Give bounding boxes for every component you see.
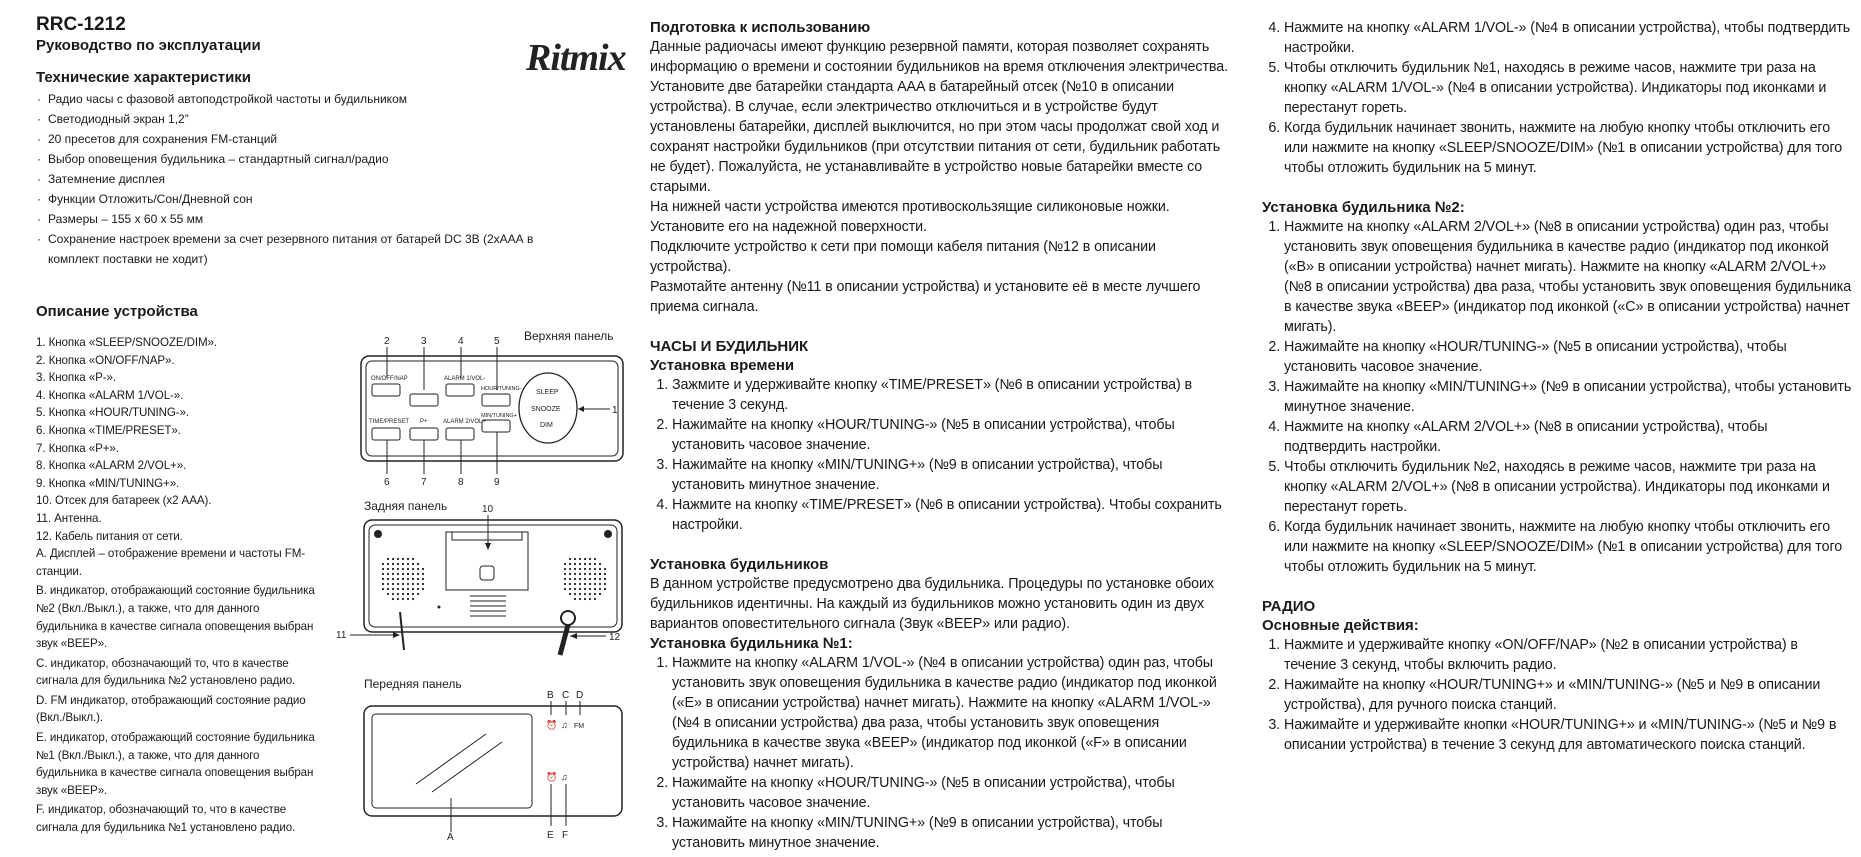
btn-alarm1 xyxy=(446,384,474,396)
grille-dot xyxy=(417,578,419,580)
grille-dot xyxy=(387,588,389,590)
grille-dot xyxy=(594,583,596,585)
grille-dot xyxy=(412,558,414,560)
grille-dot xyxy=(599,583,601,585)
grille-dot xyxy=(579,598,581,600)
grille-dot xyxy=(599,573,601,575)
grille-dot xyxy=(382,583,384,585)
btn-label-alarm1: ALARM 1/VOL- xyxy=(444,376,486,382)
grille-dot xyxy=(402,593,404,595)
grille-dot xyxy=(397,598,399,600)
grille-dot xyxy=(604,568,606,570)
grille-dot xyxy=(412,563,414,565)
label-e: E xyxy=(547,830,554,840)
grille-dot xyxy=(397,583,399,585)
device-item: C. индикатор, обозначающий то, что в качестве сигнала для будильника №2 установлено радио. xyxy=(36,656,296,688)
grille-dot xyxy=(422,573,424,575)
grille-dot xyxy=(569,563,571,565)
grille-dot xyxy=(594,573,596,575)
grille-dot xyxy=(584,573,586,575)
grille-dot xyxy=(569,558,571,560)
grille-dot xyxy=(569,583,571,585)
battery-compartment xyxy=(446,532,528,590)
grille-dot xyxy=(564,563,566,565)
grille-dot xyxy=(599,563,601,565)
grille-dot xyxy=(402,563,404,565)
grille-dot xyxy=(584,563,586,565)
spec-item: · 20 пресетов для сохранения FM-станций xyxy=(36,129,576,149)
btn-p-plus xyxy=(410,428,438,440)
alarm1-step: 2. Нажимайте на кнопку «HOUR/TUNING-» (№5 в описании устройства), чтобы установить часовое значение. xyxy=(672,773,1235,813)
grille-dot xyxy=(604,588,606,590)
device-item: 8. Кнопка «ALARM 2/VOL+». xyxy=(36,459,187,473)
grille-dot xyxy=(422,588,424,590)
alarm1-step: 1. Нажмите на кнопку «ALARM 1/VOL-» (№4 в описании устройства) один раз, чтобы установить звук оповещения будильника в качестве радио (индикатор под иконкой («E» в описании устройства) начнет мигать). Нажмите на кнопку «ALARM 1/VOL-» (№4 в описании устройства) два раза, чтобы установить звук оповещения будильника в качестве звука «BEEP» (индикатор под иконкой («F» в описании устройства) начнет мигать). xyxy=(672,653,1235,773)
alarm1-step: 3. Нажимайте на кнопку «MIN/TUNING+» (№9 в описании устройства), чтобы установить минутное значение. xyxy=(672,813,1235,853)
grille-dot xyxy=(392,593,394,595)
grille-dot xyxy=(594,598,596,600)
grille-dot xyxy=(387,573,389,575)
grille-dot xyxy=(402,573,404,575)
device-item: D. FM индикатор, отображающий состояние радио (Вкл./Выкл.). xyxy=(36,693,306,725)
grille-dot xyxy=(589,563,591,565)
back-panel-label: Задняя панель xyxy=(364,499,448,513)
top-panel-label: Верхняя панель xyxy=(524,329,614,343)
column-left xyxy=(36,14,626,844)
prep-paragraph: Размотайте антенну (№11 в описании устройства) и установите её в месте лучшего приема сигнала. xyxy=(650,279,1201,315)
grille-dot xyxy=(574,583,576,585)
num-4: 4 xyxy=(458,336,464,347)
alarm2-step: 6. Когда будильник начинает звонить, нажмите на любую кнопку чтобы отключить его или нажмите на кнопку «SLEEP/SNOOZE/DIM» (№1 в описании устройства) для того чтобы отложить будильник на 5 минут. xyxy=(1284,517,1852,577)
device-item: 6. Кнопка «TIME/PRESET». xyxy=(36,423,181,437)
grille-dot xyxy=(584,578,586,580)
grille-dot xyxy=(569,578,571,580)
grille-dot xyxy=(402,598,404,600)
grille-dot xyxy=(387,568,389,570)
grille-dot xyxy=(564,583,566,585)
grille-dot xyxy=(412,573,414,575)
grille-dot xyxy=(594,588,596,590)
grille-dot xyxy=(417,563,419,565)
alarm1-steps xyxy=(650,653,1235,853)
grille-dot xyxy=(422,568,424,570)
grille-dot xyxy=(387,578,389,580)
back-panel-outline xyxy=(364,520,622,632)
grille-dot xyxy=(407,578,409,580)
radio2-icon: ♫ xyxy=(561,720,568,730)
grille-dot xyxy=(407,568,409,570)
grille-dot xyxy=(402,583,404,585)
grille-dot xyxy=(392,583,394,585)
grille-dot xyxy=(589,573,591,575)
grille-dot xyxy=(382,588,384,590)
device-item: B. индикатор, отображающий состояние будильника №2 (Вкл./Выкл.), а также, что для данного будильника в качестве сигнала оповещения выбран звук «BEEP». xyxy=(36,584,315,651)
alarm2-steps xyxy=(1262,217,1852,577)
grille-dot xyxy=(407,598,409,600)
alarm2-step: 3. Нажимайте на кнопку «MIN/TUNING+» (№9 в описании устройства), чтобы установить минутное значение. xyxy=(1284,377,1852,417)
grille-dot xyxy=(417,593,419,595)
spec-item: · Выбор оповещения будильника – стандартный сигнал/радио xyxy=(36,149,576,169)
device-item: 7. Кнопка «P+». xyxy=(36,441,119,455)
btn-min-tuning xyxy=(482,420,510,432)
device-title: Описание устройства xyxy=(36,303,198,320)
grille-dot xyxy=(397,588,399,590)
grille-dot xyxy=(599,593,601,595)
device-item: 10. Отсек для батареек (х2 ААА). xyxy=(36,494,212,508)
grille-dot xyxy=(604,573,606,575)
grille-dot xyxy=(402,568,404,570)
num-12: 12 xyxy=(609,632,621,643)
alarm1-step: 6. Когда будильник начинает звонить, нажмите на любую кнопку чтобы отключить его или нажмите на кнопку «SLEEP/SNOOZE/DIM» (№1 в описании устройства) для того чтобы отложить будильник на 5 минут. xyxy=(1284,118,1852,178)
radio-title: РАДИО xyxy=(1262,598,1316,615)
time-steps xyxy=(650,375,1235,535)
grille-dot xyxy=(579,583,581,585)
spec-item: · Функции Отложить/Сон/Дневной сон xyxy=(36,189,576,209)
spec-item: · Затемнение дисплея xyxy=(36,169,576,189)
alarm2-title: Установка будильника №2: xyxy=(1262,199,1465,216)
grille-dot xyxy=(574,593,576,595)
grille-dot xyxy=(417,583,419,585)
grille-dot xyxy=(392,558,394,560)
btn-p-minus xyxy=(410,394,438,406)
device-item: 5. Кнопка «HOUR/TUNING-». xyxy=(36,406,190,420)
grille-dot xyxy=(584,568,586,570)
time-setting-title: Установка времени xyxy=(650,357,795,374)
speaker-left xyxy=(382,558,424,600)
grille-dot xyxy=(579,568,581,570)
grille-dot xyxy=(402,588,404,590)
spec-item: · Размеры – 155 x 60 x 55 мм xyxy=(36,209,576,229)
grille-dot xyxy=(599,578,601,580)
num-6: 6 xyxy=(384,477,390,488)
specs-title: Технические характеристики xyxy=(36,69,252,86)
num-1: 1 xyxy=(612,405,618,416)
spec-item: · Сохранение настроек времени за счет резервного питания от батарей DC 3В (2хААА в комплект поставки не ходит) xyxy=(36,229,576,269)
alarm2-step: 1. Нажмите на кнопку «ALARM 2/VOL+» (№8 в описании устройства) один раз, чтобы установить звук оповещения будильника в качестве радио (индикатор под иконкой («B» в описании устройства) начнет мигать). Нажмите на кнопку «ALARM 2/VOL+» (№8 в описании устройства) два раза, чтобы установить звук оповещения будильника в качестве звука «BEEP» (индикатор под иконкой («C» в описании устройства) начнет мигать). xyxy=(1284,217,1852,337)
grille-dot xyxy=(584,558,586,560)
num-9: 9 xyxy=(494,477,500,488)
alarm2-icon: ⏰ xyxy=(546,720,558,730)
grille-dot xyxy=(397,573,399,575)
grille-dot xyxy=(579,573,581,575)
device-item: 11. Антенна. xyxy=(36,511,102,525)
device-item: 1. Кнопка «SLEEP/SNOOZE/DIM». xyxy=(36,336,218,349)
alarm1-title: Установка будильника №1: xyxy=(650,635,853,652)
radio1-icon: ♫ xyxy=(561,772,568,782)
grille-dot xyxy=(407,573,409,575)
grille-dot xyxy=(417,573,419,575)
grille-dot xyxy=(382,568,384,570)
grille-dot xyxy=(594,578,596,580)
column-right xyxy=(1262,14,1852,755)
btn-hour-tuning xyxy=(482,394,510,406)
grille-dot xyxy=(397,578,399,580)
radio-step: 2. Нажимайте на кнопку «HOUR/TUNING+» и «MIN/TUNING-» (№5 и №9 в описании устройства), для ручного поиска станций. xyxy=(1284,675,1852,715)
grille-dot xyxy=(569,568,571,570)
alarm1-icon: ⏰ xyxy=(546,772,558,782)
spec-item: · Радио часы с фазовой автоподстройкой частоты и будильником xyxy=(36,89,576,109)
manual-subtitle: Руководство по эксплуатации xyxy=(36,37,261,54)
grille-dot xyxy=(407,563,409,565)
btn-alarm2 xyxy=(446,428,474,440)
prep-title: Подготовка к использованию xyxy=(650,19,871,36)
grille-dot xyxy=(589,593,591,595)
radio-basic-title: Основные действия: xyxy=(1262,617,1419,634)
grille-dot xyxy=(589,578,591,580)
grille-dot xyxy=(564,573,566,575)
device-item: F. индикатор, обозначающий то, что в качестве сигнала для будильника №1 установлено радио. xyxy=(36,803,296,835)
grille-dot xyxy=(407,583,409,585)
grille-dot xyxy=(412,588,414,590)
grille-dot xyxy=(397,563,399,565)
alarm1-step: 4. Нажмите на кнопку «ALARM 1/VOL-» (№4 в описании устройства), чтобы подтвердить настройки. xyxy=(1284,18,1852,58)
device-item: E. индикатор, отображающий состояние будильника №1 (Вкл./Выкл.), а также, что для данного будильника в качестве сигнала оповещения выбран звук «BEEP». xyxy=(36,731,315,797)
grille-dot xyxy=(584,588,586,590)
btn-label-p-plus: P+ xyxy=(420,419,428,425)
radio-step: 3. Нажимайте и удерживайте кнопки «HOUR/TUNING+» и «MIN/TUNING-» (№5 и №9 в описании устройства) в течение 3 секунд для автоматического поиска станций. xyxy=(1284,715,1852,755)
grille-dot xyxy=(589,558,591,560)
grille-dot xyxy=(594,558,596,560)
grille-dot xyxy=(564,588,566,590)
grille-dot xyxy=(397,558,399,560)
device-item: 3. Кнопка «P-». xyxy=(36,371,116,385)
btn-label-hour-tuning: HOUR/TUNING- xyxy=(481,386,522,392)
grille-dot xyxy=(412,568,414,570)
prep-paragraph: На нижней части устройства имеются противоскользящие силиконовые ножки. Установите его на надежной поверхности. xyxy=(650,199,1170,235)
grille-dot xyxy=(589,598,591,600)
grille-dot xyxy=(564,568,566,570)
grille-dot xyxy=(422,583,424,585)
grille-dot xyxy=(579,588,581,590)
grille-dot xyxy=(574,588,576,590)
grille-dot xyxy=(594,568,596,570)
grille-dot xyxy=(569,593,571,595)
front-letter-d: D xyxy=(576,690,584,701)
grille-dot xyxy=(599,588,601,590)
grille-dot xyxy=(392,573,394,575)
grille-dot xyxy=(574,563,576,565)
grille-dot xyxy=(412,593,414,595)
grille-dot xyxy=(584,598,586,600)
btn-time-preset xyxy=(372,428,400,440)
radio-step: 1. Нажмите и удерживайте кнопку «ON/OFF/NAP» (№2 в описании устройства) в течение 3 секунд, чтобы включить радио. xyxy=(1284,635,1852,675)
grille-dot xyxy=(417,568,419,570)
radio-steps xyxy=(1262,635,1852,755)
front-letter-c: C xyxy=(562,690,570,701)
device-list xyxy=(36,334,316,837)
grille-dot xyxy=(417,588,419,590)
grille-dot xyxy=(397,593,399,595)
num-7: 7 xyxy=(421,477,427,488)
device-item: 2. Кнопка «ON/OFF/NAP». xyxy=(36,353,175,367)
grille-dot xyxy=(594,593,596,595)
grille-dot xyxy=(589,588,591,590)
fm-indicator: FM xyxy=(574,723,585,730)
alarm1-steps-cont xyxy=(1262,18,1852,178)
grille-dot xyxy=(599,568,601,570)
grille-dot xyxy=(574,598,576,600)
grille-dot xyxy=(574,573,576,575)
grille-dot xyxy=(397,568,399,570)
prep-paragraph: Данные радиочасы имеют функцию резервной памяти, которая позволяет сохранять информацию о времени и состоянии будильников на время отключения электричества. Установите две батарейки стандарта AAA в батарейный отсек (№10 в описании устройства). В случае, если электричество отключиться и в устройстве будут установлены батарейки, дисплей выключится, но при этом часы продолжат свой ход и сохранят настройки будильников (при отсутствии питания от сети, будильник работать не будет). Пожалуйста, не устанавливайте в устройство новые батарейки вместе со старыми. xyxy=(650,39,1228,195)
btn-on-off-nap xyxy=(372,384,400,396)
grille-dot xyxy=(579,578,581,580)
grille-dot xyxy=(569,588,571,590)
speaker-right xyxy=(564,558,606,600)
grille-dot xyxy=(574,568,576,570)
grille-dot xyxy=(422,578,424,580)
grille-dot xyxy=(412,583,414,585)
grille-dot xyxy=(392,598,394,600)
grille-dot xyxy=(402,558,404,560)
time-step: 1. Зажмите и удерживайте кнопку «TIME/PRESET» (№6 в описании устройства) в течение 3 секунд. xyxy=(672,375,1235,415)
grille-dot xyxy=(407,588,409,590)
grille-dot xyxy=(584,583,586,585)
spec-item: · Светодиодный экран 1,2” xyxy=(36,109,576,129)
grille-dot xyxy=(604,578,606,580)
grille-dot xyxy=(387,583,389,585)
front-panel-label: Передняя панель xyxy=(364,677,462,691)
grille-dot xyxy=(392,568,394,570)
alarm2-step: 4. Нажмите на кнопку «ALARM 2/VOL+» (№8 в описании устройства), чтобы подтвердить настройки. xyxy=(1284,417,1852,457)
grille-dot xyxy=(594,563,596,565)
grille-dot xyxy=(574,558,576,560)
num-10: 10 xyxy=(482,504,494,515)
grille-dot xyxy=(412,598,414,600)
num-5: 5 xyxy=(494,336,500,347)
num-3: 3 xyxy=(421,336,427,347)
grille-dot xyxy=(392,588,394,590)
btn-label-time-preset: TIME/PRESET xyxy=(369,419,410,425)
brand-logo: Ritmix xyxy=(526,37,626,79)
column-middle xyxy=(650,14,1235,853)
grille-dot xyxy=(412,578,414,580)
grille-dot xyxy=(584,593,586,595)
time-step: 2. Нажимайте на кнопку «HOUR/TUNING-» (№5 в описании устройства), чтобы установить часовое значение. xyxy=(672,415,1235,455)
grille-dot xyxy=(382,563,384,565)
btn-label-alarm2: ALARM 2/VOL+ xyxy=(443,419,486,425)
grille-dot xyxy=(589,583,591,585)
grille-dot xyxy=(579,563,581,565)
specs-list xyxy=(36,89,576,269)
grille-dot xyxy=(574,578,576,580)
clock-section-title: ЧАСЫ И БУДИЛЬНИК xyxy=(650,338,809,355)
grille-dot xyxy=(402,578,404,580)
grille-dot xyxy=(407,593,409,595)
time-step: 3. Нажимайте на кнопку «MIN/TUNING+» (№9 в описании устройства), чтобы установить минутное значение. xyxy=(672,455,1235,495)
time-step: 4. Нажмите на кнопку «TIME/PRESET» (№6 в описании устройства). Чтобы сохранить настройки. xyxy=(672,495,1235,535)
alarm2-step: 5. Чтобы отключить будильник №2, находясь в режиме часов, нажмите три раза на кнопку «ALARM 2/VOL+» (№8 в описании устройства). Индикаторы под иконками и перестанут гореть. xyxy=(1284,457,1852,517)
num-8: 8 xyxy=(458,477,464,488)
alarm1-step: 5. Чтобы отключить будильник №1, находясь в режиме часов, нажмите три раза на кнопку «ALARM 1/VOL-» (№4 в описании устройства). Индикаторы под иконками и перестанут гореть. xyxy=(1284,58,1852,118)
label-f: F xyxy=(562,830,569,840)
round-btn-dim: DIM xyxy=(540,422,553,429)
device-item: 4. Кнопка «ALARM 1/VOL-». xyxy=(36,388,184,402)
alarms-text: В данном устройстве предусмотрено два будильника. Процедуры по установке обоих будильников идентичны. На каждый из будильников можно установить один из двух вариантов оповестительного сигнала (Звук «BEEP» или радио). xyxy=(650,576,1214,632)
grille-dot xyxy=(604,583,606,585)
num-11: 11 xyxy=(336,630,347,641)
alarms-title: Установка будильников xyxy=(650,556,829,573)
label-a: A xyxy=(447,832,454,840)
device-item: 9. Кнопка «MIN/TUNING+». xyxy=(36,476,180,490)
grille-dot xyxy=(382,578,384,580)
device-diagram xyxy=(316,310,626,840)
grille-dot xyxy=(569,573,571,575)
device-item: 12. Кабель питания от сети. xyxy=(36,529,183,543)
grille-dot xyxy=(387,563,389,565)
prep-paragraph: Подключите устройство к сети при помощи кабеля питания (№12 в описании устройства). xyxy=(650,239,1156,275)
num-2: 2 xyxy=(384,336,390,347)
power-jack xyxy=(561,611,575,625)
model-name: RRC-1212 xyxy=(36,14,126,35)
grille-dot xyxy=(589,568,591,570)
grille-dot xyxy=(387,558,389,560)
grille-dot xyxy=(407,558,409,560)
grille-dot xyxy=(579,558,581,560)
grille-dot xyxy=(392,578,394,580)
display-window xyxy=(372,714,532,808)
front-letter-b: B xyxy=(547,690,554,701)
alarm2-step: 2. Нажимайте на кнопку «HOUR/TUNING-» (№5 в описании устройства), чтобы установить часовое значение. xyxy=(1284,337,1852,377)
round-btn-snooze: SNOOZE xyxy=(531,406,561,413)
grille-dot xyxy=(387,593,389,595)
grille-dot xyxy=(579,593,581,595)
round-btn-sleep: SLEEP xyxy=(536,389,559,396)
device-item: A. Дисплей – отображение времени и частоты FM-станции. xyxy=(36,547,306,578)
grille-dot xyxy=(392,563,394,565)
btn-label-min-tuning: MIN/TUNING+ xyxy=(481,413,517,419)
btn-label-on-off-nap: ON/OFF/NAP xyxy=(371,376,408,382)
grille-dot xyxy=(382,573,384,575)
grille-dot xyxy=(564,578,566,580)
